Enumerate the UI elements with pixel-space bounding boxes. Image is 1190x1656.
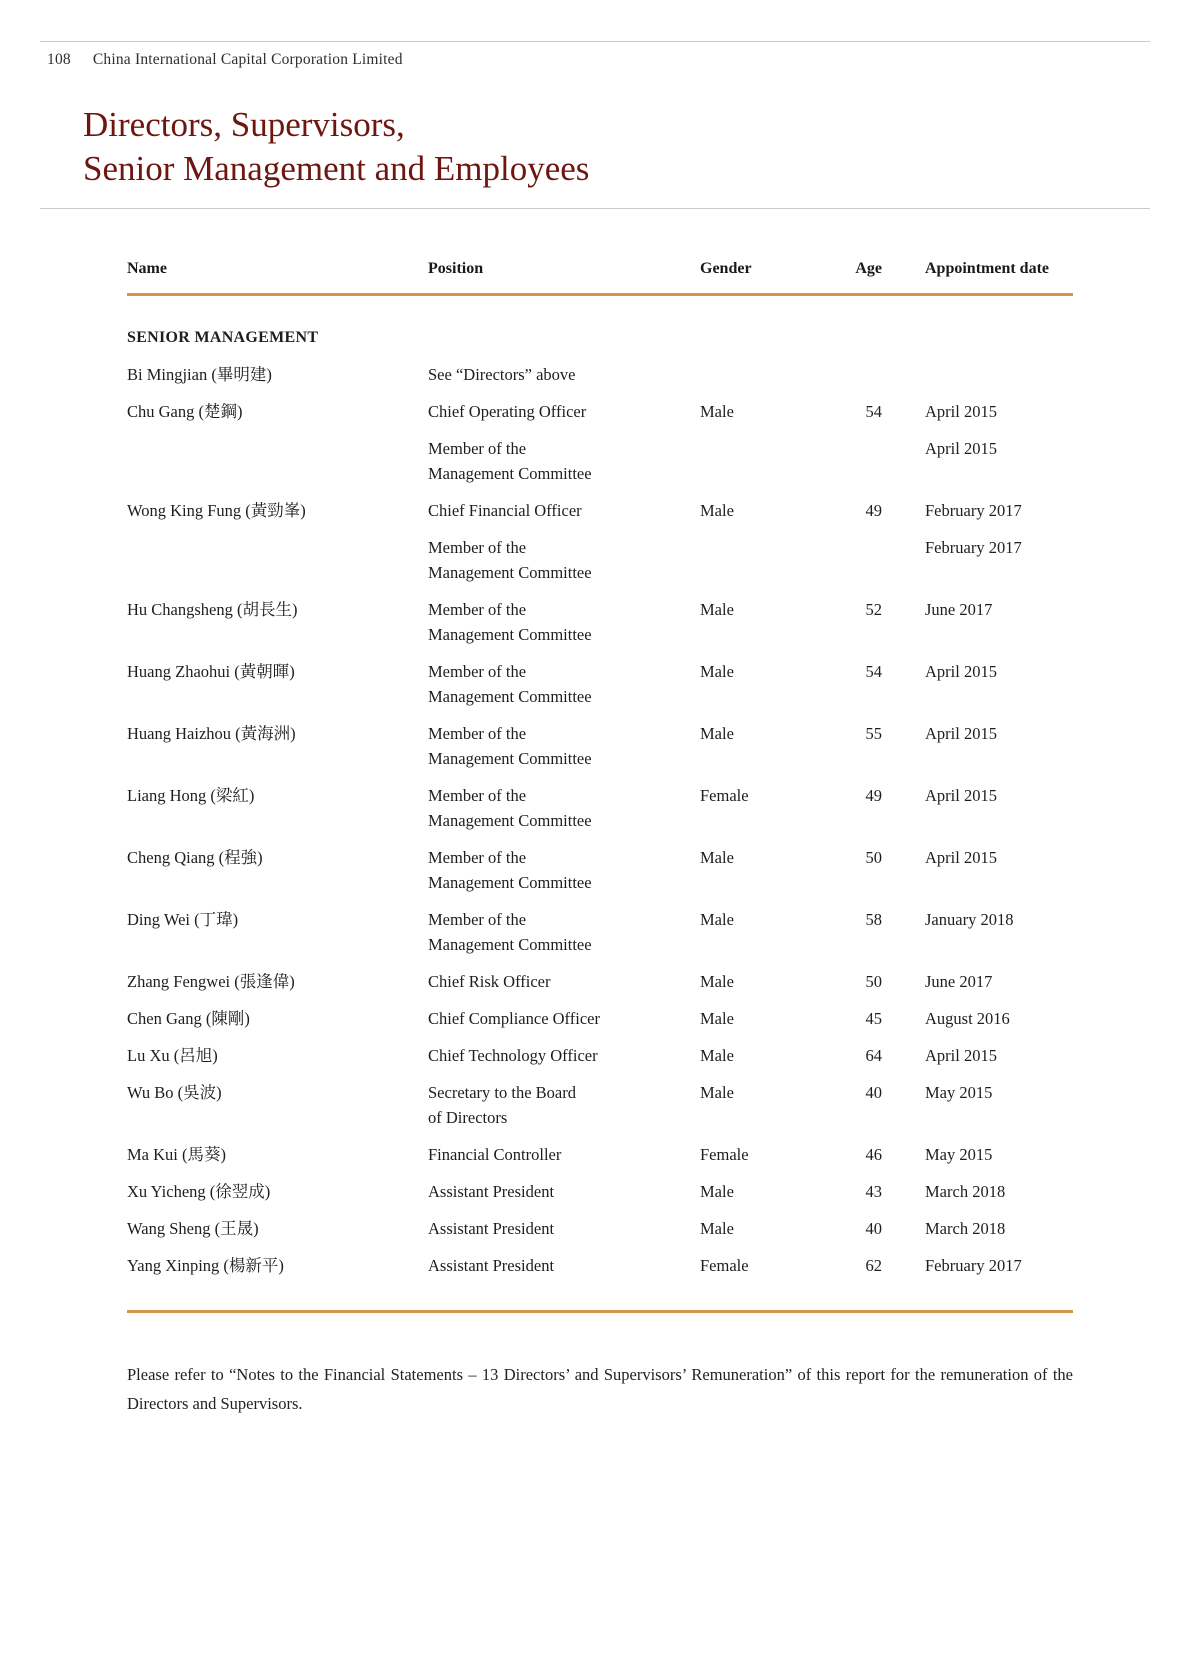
cell-position (428, 498, 700, 523)
position-line: Management Committee (428, 873, 592, 892)
cell-age: 46 (865, 1145, 882, 1164)
position-line: See “Directors” above (428, 365, 576, 384)
cell-gender: Male (700, 662, 734, 681)
cell-position (428, 721, 700, 771)
position-line: Assistant President (428, 1182, 555, 1201)
cell-gender: Male (700, 402, 734, 421)
cell-age: 64 (865, 1046, 882, 1065)
cell-position (428, 535, 700, 585)
cell-appointment-date: February 2017 (925, 501, 1022, 520)
running-header (47, 51, 1190, 69)
cell-age: 62 (865, 1256, 882, 1275)
position-line: Management Committee (428, 749, 592, 768)
position-line: Member of the (428, 724, 527, 743)
cell-gender: Male (700, 501, 734, 520)
cell-name: Yang Xinping (楊新平) (127, 1256, 284, 1275)
position-line: Chief Financial Officer (428, 501, 582, 520)
remuneration-note: Please refer to “Notes to the Financial Statements – 13 Directors’ and Supervisors’ Remuneration” of this report for the remuneration of the Directors and Supervisors. (127, 1365, 1073, 1413)
cell-name: Ding Wei (丁瑋) (127, 910, 239, 929)
cell-age: 40 (865, 1083, 882, 1102)
top-divider (40, 41, 1150, 42)
cell-position (428, 597, 700, 647)
table-header-row (127, 256, 1073, 281)
column-header-gender: Gender (700, 260, 752, 277)
page-title-line2: Senior Management and Employees (83, 149, 590, 188)
cell-name: Wang Sheng (王晟) (127, 1219, 259, 1238)
cell-appointment-date: May 2015 (925, 1145, 993, 1164)
cell-appointment-date: February 2017 (925, 538, 1022, 557)
cell-gender: Female (700, 1256, 749, 1275)
table-row (127, 659, 1073, 709)
cell-position (428, 1253, 700, 1278)
cell-position (428, 1216, 700, 1241)
company-name: China International Capital Corporation Limited (92, 51, 403, 68)
cell-age: 40 (865, 1219, 882, 1238)
cell-gender: Male (700, 1182, 734, 1201)
cell-name: Chen Gang (陳剛) (127, 1009, 250, 1028)
cell-appointment-date: May 2015 (925, 1083, 993, 1102)
cell-position (428, 783, 700, 833)
cell-position (428, 969, 700, 994)
table-row (127, 1043, 1073, 1068)
cell-name: Wong King Fung (黃勁峯) (127, 501, 306, 520)
cell-name: Ma Kui (馬葵) (127, 1145, 226, 1164)
position-line: Member of the (428, 662, 527, 681)
cell-appointment-date: April 2015 (925, 786, 997, 805)
position-line: Management Committee (428, 625, 592, 644)
table-row (127, 399, 1073, 424)
cell-position (428, 1043, 700, 1068)
position-line: Member of the (428, 848, 527, 867)
position-line: of Directors (428, 1108, 508, 1127)
table-row (127, 498, 1073, 523)
table-row (127, 969, 1073, 994)
table-row (127, 783, 1073, 833)
cell-gender: Male (700, 910, 734, 929)
cell-gender: Male (700, 1046, 734, 1065)
cell-gender: Male (700, 600, 734, 619)
position-line: Financial Controller (428, 1145, 562, 1164)
position-line: Chief Risk Officer (428, 972, 551, 991)
title-divider (40, 208, 1150, 209)
table-row (127, 721, 1073, 771)
table-row (127, 1080, 1073, 1130)
position-line: Chief Operating Officer (428, 402, 587, 421)
cell-gender: Male (700, 848, 734, 867)
cell-position (428, 1179, 700, 1204)
cell-position (428, 436, 700, 486)
position-line: Member of the (428, 786, 527, 805)
cell-position (428, 659, 700, 709)
position-line: Management Committee (428, 464, 592, 483)
position-line: Assistant President (428, 1219, 555, 1238)
table-top-rule (127, 293, 1073, 296)
column-header-position: Position (428, 260, 484, 277)
cell-age: 52 (865, 600, 882, 619)
cell-position (428, 399, 700, 424)
cell-age: 54 (865, 402, 882, 421)
cell-appointment-date: June 2017 (925, 972, 993, 991)
cell-position (428, 845, 700, 895)
cell-name: Huang Haizhou (黃海洲) (127, 724, 296, 743)
position-line: Management Committee (428, 811, 592, 830)
cell-gender: Female (700, 786, 749, 805)
position-line: Chief Compliance Officer (428, 1009, 600, 1028)
cell-gender: Male (700, 724, 734, 743)
table-row (127, 362, 1073, 387)
page-number: 108 (47, 51, 71, 68)
position-line: Secretary to the Board (428, 1083, 576, 1102)
cell-age: 50 (865, 848, 882, 867)
cell-name: Liang Hong (梁紅) (127, 786, 255, 805)
cell-gender: Male (700, 1009, 734, 1028)
cell-age: 54 (865, 662, 882, 681)
cell-appointment-date: March 2018 (925, 1219, 1006, 1238)
cell-name: Huang Zhaohui (黃朝暉) (127, 662, 295, 681)
cell-appointment-date: August 2016 (925, 1009, 1010, 1028)
table-row (127, 1006, 1073, 1031)
position-line: Management Committee (428, 563, 592, 582)
table-row (127, 845, 1073, 895)
table-row (127, 535, 1073, 585)
table-row (127, 597, 1073, 647)
table-row (127, 1142, 1073, 1167)
position-line: Management Committee (428, 935, 592, 954)
cell-appointment-date: June 2017 (925, 600, 993, 619)
cell-age: 58 (865, 910, 882, 929)
table-row (127, 1253, 1073, 1278)
cell-position (428, 1006, 700, 1031)
position-line: Member of the (428, 538, 527, 557)
column-header-appointment-date: Appointment date (925, 260, 1050, 277)
position-line: Member of the (428, 600, 527, 619)
table-row (127, 436, 1073, 486)
cell-appointment-date: March 2018 (925, 1182, 1006, 1201)
cell-position (428, 1080, 700, 1130)
cell-appointment-date: April 2015 (925, 724, 997, 743)
page-title (83, 103, 1190, 191)
cell-name: Chu Gang (楚鋼) (127, 402, 243, 421)
cell-position (428, 362, 700, 387)
cell-position (428, 907, 700, 957)
cell-appointment-date: April 2015 (925, 1046, 997, 1065)
table-row (127, 1179, 1073, 1204)
cell-appointment-date: January 2018 (925, 910, 1014, 929)
cell-name: Zhang Fengwei (張逢偉) (127, 972, 295, 991)
cell-appointment-date: April 2015 (925, 848, 997, 867)
cell-name: Lu Xu (呂旭) (127, 1046, 218, 1065)
page-title-line1: Directors, Supervisors, (83, 105, 405, 144)
table-row (127, 907, 1073, 957)
cell-age: 45 (865, 1009, 882, 1028)
column-header-name: Name (127, 260, 167, 277)
cell-gender: Female (700, 1145, 749, 1164)
position-line: Chief Technology Officer (428, 1046, 598, 1065)
cell-age: 49 (865, 786, 882, 805)
report-page (0, 41, 1190, 1418)
position-line: Management Committee (428, 687, 592, 706)
cell-age: 50 (865, 972, 882, 991)
cell-position (428, 1142, 700, 1167)
cell-age: 49 (865, 501, 882, 520)
table-bottom-rule (127, 1310, 1073, 1313)
cell-gender: Male (700, 972, 734, 991)
position-line: Member of the (428, 910, 527, 929)
cell-age: 55 (865, 724, 882, 743)
cell-gender: Male (700, 1219, 734, 1238)
cell-gender: Male (700, 1083, 734, 1102)
cell-age: 43 (865, 1182, 882, 1201)
column-header-age: Age (855, 260, 882, 277)
position-line: Assistant President (428, 1256, 555, 1275)
cell-name: Cheng Qiang (程強) (127, 848, 263, 867)
cell-name: Wu Bo (吳波) (127, 1083, 222, 1102)
section-header-senior-management: SENIOR MANAGEMENT (127, 329, 319, 346)
table (127, 256, 1073, 1313)
cell-name: Hu Changsheng (胡長生) (127, 600, 298, 619)
cell-appointment-date: April 2015 (925, 439, 997, 458)
cell-appointment-date: April 2015 (925, 402, 997, 421)
cell-name: Bi Mingjian (畢明建) (127, 365, 272, 384)
position-line: Member of the (428, 439, 527, 458)
table-row (127, 1216, 1073, 1241)
table-body (127, 362, 1073, 1278)
cell-appointment-date: February 2017 (925, 1256, 1022, 1275)
cell-appointment-date: April 2015 (925, 662, 997, 681)
cell-name: Xu Yicheng (徐翌成) (127, 1182, 271, 1201)
